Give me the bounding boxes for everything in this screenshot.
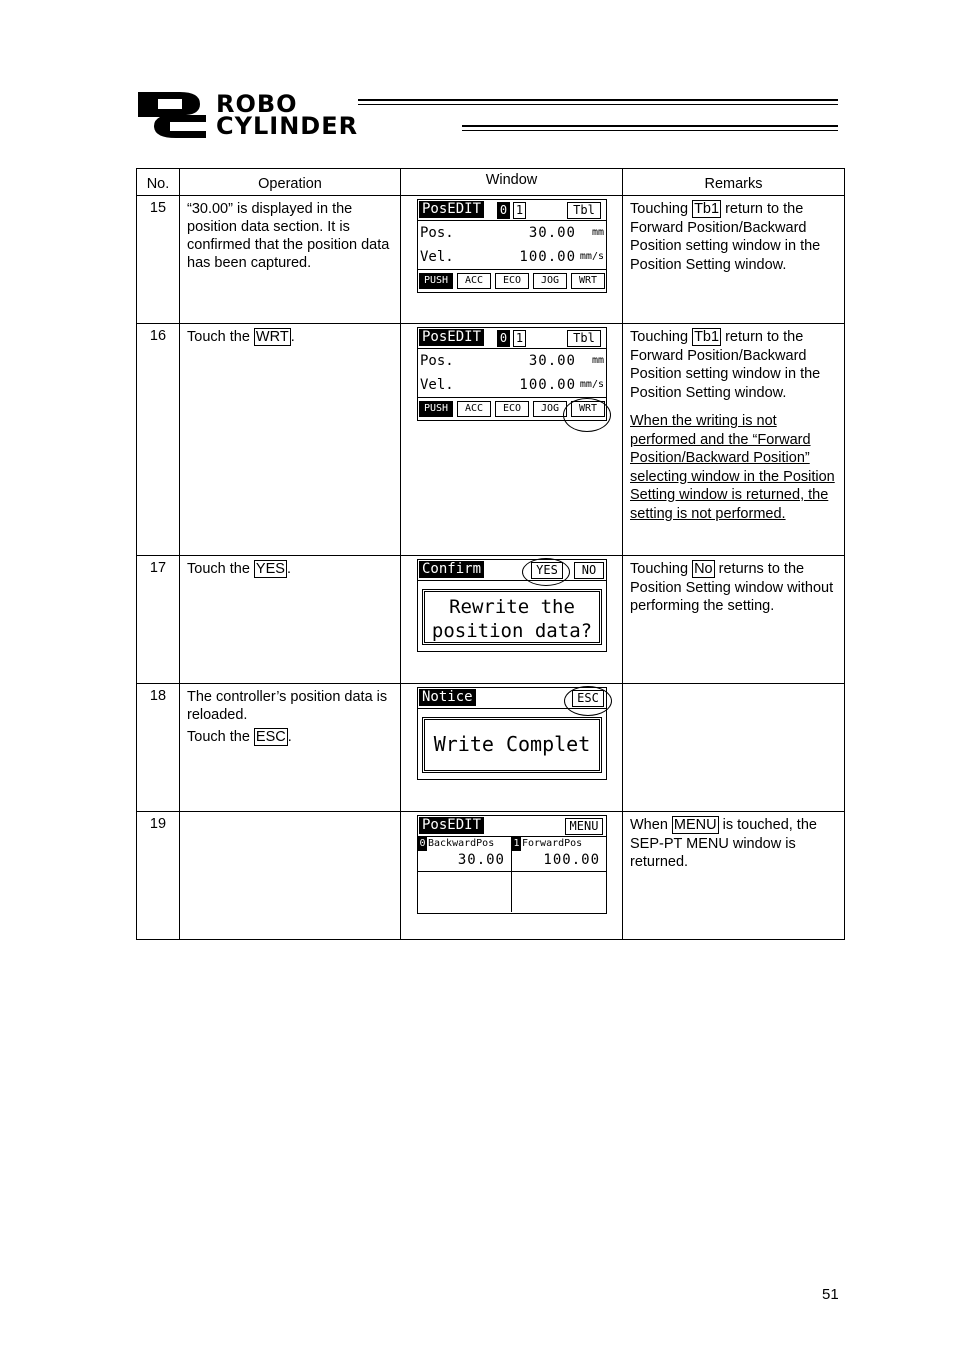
position-row <box>418 221 606 245</box>
notice-screen <box>417 687 607 780</box>
velocity-unit: mm/s <box>579 379 604 390</box>
confirm-message <box>422 589 602 645</box>
remarks-note: When the writing is not performed and the “Forward Position/Backward Position” selecting window in the Position Setting window is returned, the setting is not performed. <box>630 413 835 522</box>
confirm-title-bar <box>418 560 606 581</box>
tb1-key: Tb1 <box>694 329 720 345</box>
operation-text: Touch the <box>187 329 254 345</box>
forward-position-cell[interactable] <box>512 837 606 872</box>
remarks-text: return to the Forward Position/Backward Position setting window in the Position Setting window. <box>630 329 821 401</box>
posedit-title: PosEDIT <box>419 329 484 346</box>
step-number: 15 <box>137 196 180 324</box>
velocity-row <box>418 373 606 397</box>
posedit-title-bar <box>418 328 606 349</box>
jog-button[interactable]: JOG <box>533 273 567 289</box>
axis-tag-0: 0 <box>497 330 510 347</box>
no-button[interactable]: NO <box>574 562 604 579</box>
window-cell <box>401 324 623 556</box>
posedit-title-bar <box>418 200 606 221</box>
step-number: 18 <box>137 684 180 812</box>
posedit-menu-title: PosEDIT <box>419 817 484 834</box>
backward-position-value: 30.00 <box>457 852 505 868</box>
header-window: Window <box>401 169 623 196</box>
menu-button[interactable]: MENU <box>565 818 603 835</box>
remarks-text: return to the Forward Position/Backward Position setting window in the Position Setting window. <box>630 201 821 273</box>
rc-logo-icon <box>136 90 208 140</box>
push-button[interactable]: PUSH <box>419 401 453 417</box>
header-rule-top-thin <box>358 104 838 105</box>
posedit-menu-screen <box>417 815 607 914</box>
eco-button[interactable]: ECO <box>495 401 529 417</box>
remarks-text: Touching <box>630 201 693 217</box>
forward-position-index: 1 <box>513 838 520 849</box>
window-cell <box>401 556 623 684</box>
table-header-row <box>137 169 845 196</box>
operation-cell <box>180 812 401 940</box>
backward-position-index: 0 <box>419 838 426 849</box>
backward-position-name: BackwardPos <box>428 838 495 849</box>
window-cell <box>401 812 623 940</box>
page-number: 51 <box>822 1286 839 1303</box>
step-number: 16 <box>137 324 180 556</box>
operation-text: Touch the <box>187 561 254 577</box>
forward-position-name: ForwardPos <box>522 838 583 849</box>
function-buttons <box>418 397 606 420</box>
robo-cylinder-logo <box>136 90 456 140</box>
operation-cell <box>180 556 401 684</box>
axis-tag-1: 1 <box>513 202 526 219</box>
esc-button[interactable]: ESC <box>572 690 604 707</box>
operation-cell <box>180 324 401 556</box>
header-rule-bottom-thin <box>462 130 838 131</box>
notice-title: Notice <box>419 689 476 706</box>
operation-text: . <box>290 329 295 345</box>
confirm-title: Confirm <box>419 561 484 578</box>
position-value: 30.00 <box>528 225 576 241</box>
acc-button[interactable]: ACC <box>457 273 491 289</box>
forward-position-value: 100.00 <box>543 852 600 868</box>
position-label: Pos. <box>420 353 454 369</box>
table-row <box>137 556 845 684</box>
step-number: 19 <box>137 812 180 940</box>
position-label: Pos. <box>420 225 454 241</box>
velocity-value: 100.00 <box>519 377 576 393</box>
header-rule-bottom <box>462 125 838 127</box>
header-remarks: Remarks <box>623 169 845 196</box>
position-unit: mm <box>591 227 604 238</box>
posedit-menu-title-bar <box>418 816 606 837</box>
table-row <box>137 196 845 324</box>
window-cell <box>401 684 623 812</box>
remarks-cell <box>623 556 845 684</box>
notice-title-bar <box>418 688 606 709</box>
remarks-cell <box>623 324 845 556</box>
table-row <box>137 812 845 940</box>
window-cell <box>401 196 623 324</box>
notice-message-text: Write Complet <box>433 732 591 756</box>
posedit-screen <box>417 327 607 421</box>
velocity-row <box>418 245 606 269</box>
remarks-text: Touching <box>630 561 693 577</box>
yes-key: YES <box>255 561 285 577</box>
position-value: 30.00 <box>528 353 576 369</box>
operation-text: . <box>286 561 291 577</box>
confirm-message-line2: position data? <box>431 620 593 642</box>
operation-text: The controller’s position data is reloaded. <box>187 689 388 723</box>
yes-button[interactable]: YES <box>531 562 563 579</box>
remarks-text: is touched, the SEP-PT MENU window is returned. <box>630 817 817 870</box>
remarks-cell <box>623 196 845 324</box>
push-button[interactable]: PUSH <box>419 273 453 289</box>
eco-button[interactable]: ECO <box>495 273 529 289</box>
table-row <box>137 324 845 556</box>
remarks-text: returns to the Position Setting window without performing the setting. <box>630 561 834 614</box>
wrt-button[interactable]: WRT <box>571 273 605 289</box>
position-list <box>418 837 606 913</box>
empty-cell-left <box>418 872 512 912</box>
axis-tag-0: 0 <box>497 202 510 219</box>
esc-key: ESC <box>255 729 286 745</box>
velocity-unit: mm/s <box>579 251 604 262</box>
operation-table <box>136 168 845 940</box>
operation-text: . <box>287 729 292 745</box>
velocity-label: Vel. <box>420 249 454 265</box>
table-row <box>137 684 845 812</box>
tb1-key: Tb1 <box>694 201 720 217</box>
header-rule-top <box>358 99 838 101</box>
posedit-screen <box>417 199 607 293</box>
confirm-message-line1: Rewrite the <box>449 596 575 618</box>
posedit-title: PosEDIT <box>419 201 484 218</box>
jog-button[interactable]: JOG <box>533 401 567 417</box>
wrt-button[interactable]: WRT <box>571 401 605 417</box>
operation-text: “30.00” is displayed in the position data section. It is confirmed that the position data has been captured. <box>180 196 401 324</box>
position-row <box>418 349 606 373</box>
operation-cell <box>180 684 401 812</box>
notice-message <box>422 717 602 773</box>
function-buttons <box>418 269 606 292</box>
velocity-label: Vel. <box>420 377 454 393</box>
wrt-key: WRT <box>255 329 289 345</box>
velocity-value: 100.00 <box>519 249 576 265</box>
remarks-text: Touching <box>630 329 693 345</box>
axis-tag-1: 1 <box>513 330 526 347</box>
remarks-cell <box>623 812 845 940</box>
menu-key: MENU <box>673 817 717 833</box>
no-key: No <box>694 561 713 577</box>
header-no: No. <box>137 169 180 196</box>
position-unit: mm <box>591 355 604 366</box>
tbl-button[interactable]: Tbl <box>567 330 601 347</box>
acc-button[interactable]: ACC <box>457 401 491 417</box>
backward-position-cell[interactable] <box>418 837 512 872</box>
header-operation: Operation <box>180 169 401 196</box>
step-number: 17 <box>137 556 180 684</box>
tbl-button[interactable]: Tbl <box>567 202 601 219</box>
operation-text: Touch the <box>187 729 254 745</box>
logo-word-cylinder: CYLINDER <box>216 112 359 140</box>
logo-word-robo: ROBO <box>216 90 298 118</box>
remarks-cell <box>623 684 845 812</box>
confirm-screen <box>417 559 607 652</box>
remarks-text: When <box>630 817 672 833</box>
